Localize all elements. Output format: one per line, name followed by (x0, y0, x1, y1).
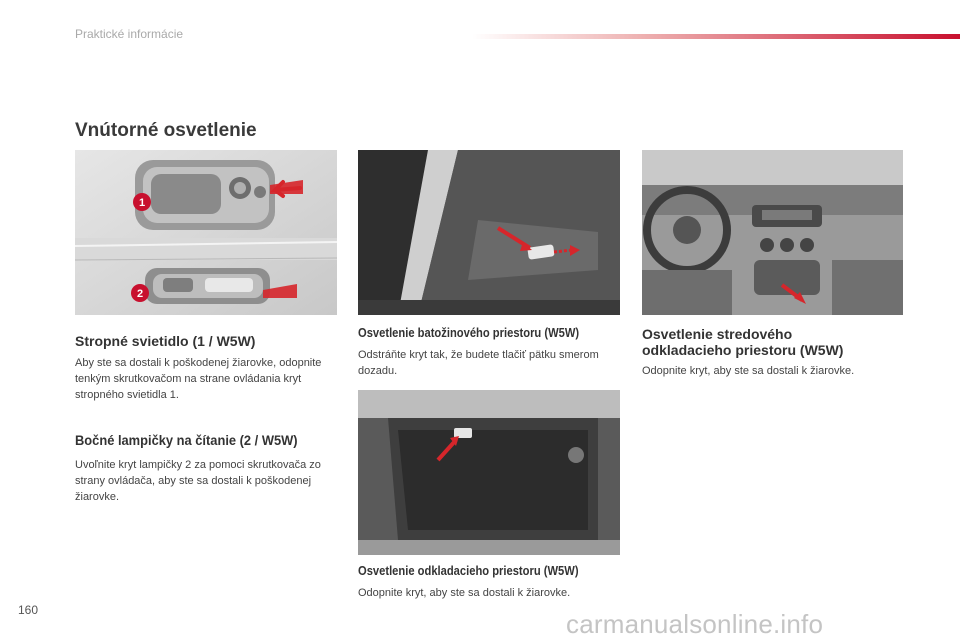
ceiling-lamp-illustration (75, 150, 337, 315)
glovebox-light-text: Odopnite kryt, aby ste sa dostali k žiarovke. (358, 587, 571, 599)
dashboard-photo (642, 150, 903, 315)
reading-lamp-text: Uvoľnite kryt lampičky 2 za pomoci skrutkovača zo strany ovládača, aby ste sa dostali k poškodenej žiarovke. (75, 459, 321, 503)
center-storage-heading-line1: Osvetlenie stredového (642, 326, 793, 342)
ceiling-lamp-text: Aby ste sa dostali k poškodenej žiarovke, odopnite tenkým skrutkovačom na strane ovládania kryt stropného svietidla 1. (75, 357, 322, 401)
boot-light-heading: Osvetlenie batožinového priestoru (W5W) (358, 325, 580, 340)
glovebox-photo (358, 390, 620, 555)
page-number: 160 (18, 603, 39, 617)
callout-1: 1 (138, 197, 146, 209)
ceiling-lamp-heading: Stropné svietidlo (1 / W5W) (75, 333, 256, 349)
center-storage-heading (642, 326, 843, 358)
watermark: carmanualsonline.info (566, 609, 824, 639)
section-header: Praktické informácie (75, 27, 184, 41)
dashboard-illustration (642, 150, 903, 315)
reading-lamp-heading: Bočné lampičky na čítanie (2 / W5W) (75, 432, 298, 448)
ceiling-lamp-photo (75, 150, 337, 315)
header-red-rule (472, 34, 960, 39)
glovebox-illustration (358, 390, 620, 555)
center-storage-text: Odopnite kryt, aby ste sa dostali k žiarovke. (642, 365, 855, 377)
page-title: Vnútorné osvetlenie (75, 120, 257, 141)
boot-illustration (358, 150, 620, 315)
glovebox-light-heading: Osvetlenie odkladacieho priestoru (W5W) (358, 563, 579, 578)
boot-photo (358, 150, 620, 315)
boot-light-text: Odstráňte kryt tak, že budete tlačiť pätku smerom dozadu. (358, 349, 599, 377)
center-storage-heading-line2: odkladacieho priestoru (W5W) (642, 342, 844, 358)
callout-2: 2 (136, 288, 144, 300)
